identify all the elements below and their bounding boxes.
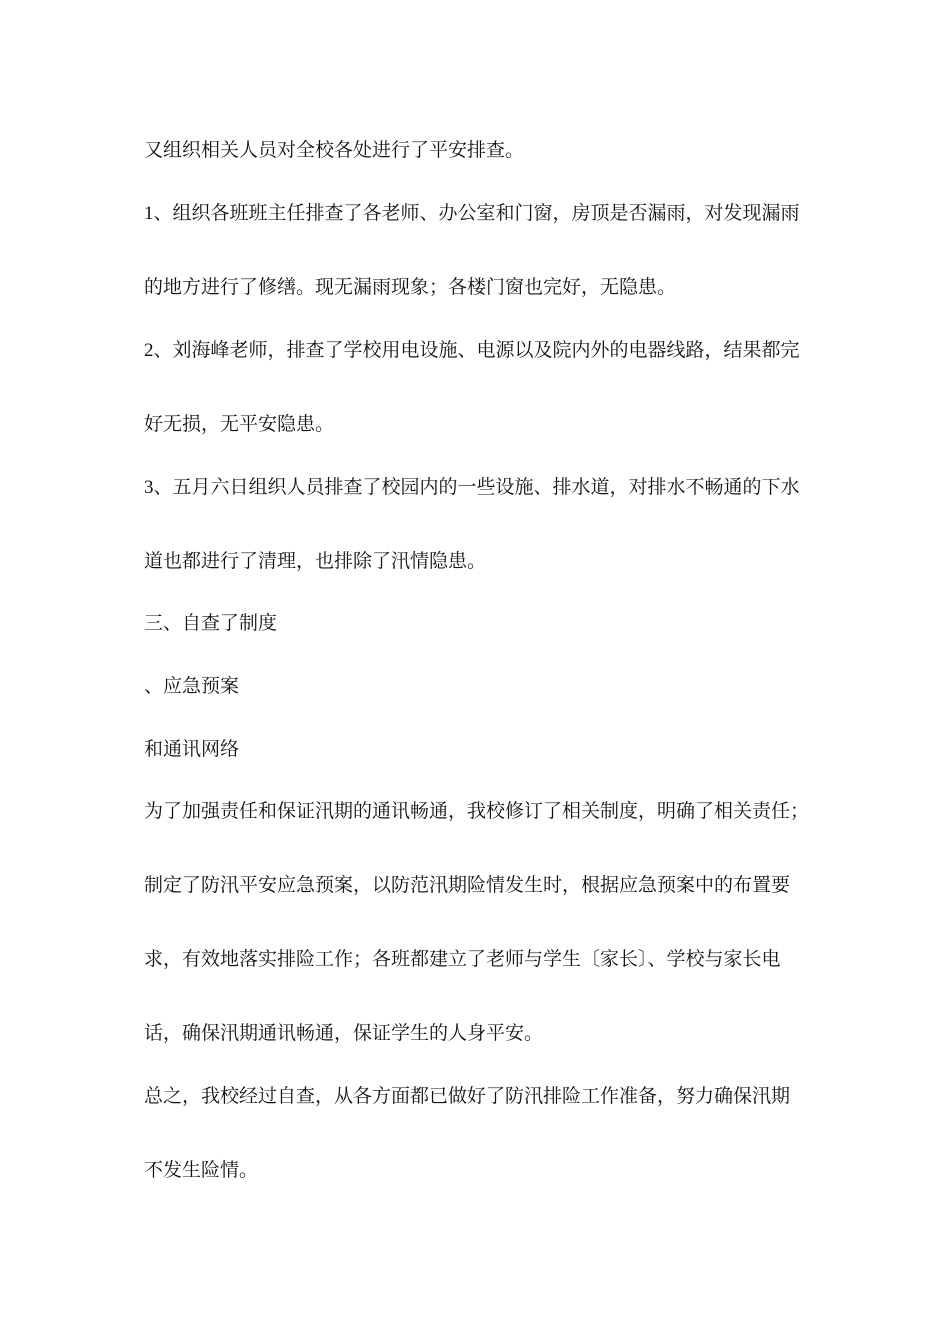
text-line: 求，有效地落实排险工作；各班都建立了老师与学生〔家长〕、学校与家长电 <box>144 948 781 970</box>
text-line: 好无损，无平安隐患。 <box>144 413 335 435</box>
text-line: 2、刘海峰老师，排查了学校用电设施、电源以及院内外的电器线路，结果都完 <box>144 339 800 361</box>
text-line: 话，确保汛期通讯畅通，保证学生的人身平安。 <box>144 1022 544 1044</box>
text-line: 道也都进行了清理，也排除了汛情隐患。 <box>144 550 487 572</box>
text-line: 不发生险情。 <box>144 1159 259 1181</box>
text-line: 1、组织各班班主任排查了各老师、办公室和门窗，房顶是否漏雨，对发现漏雨 <box>144 202 800 224</box>
section-heading: 三、自查了制度 <box>144 612 278 634</box>
text-line: 总之，我校经过自查，从各方面都已做好了防汛排险工作准备，努力确保汛期 <box>144 1085 791 1107</box>
text-line: 3、五月六日组织人员排查了校园内的一些设施、排水道，对排水不畅通的下水 <box>144 476 800 498</box>
section-heading: 和通讯网络 <box>144 738 240 760</box>
text-line: 为了加强责任和保证汛期的通讯畅通，我校修订了相关制度，明确了相关责任； <box>144 800 810 822</box>
text-line: 制定了防汛平安应急预案，以防范汛期险情发生时，根据应急预案中的布置要 <box>144 874 791 896</box>
section-heading: 、应急预案 <box>144 675 240 697</box>
text-line: 又组织相关人员对全校各处进行了平安排查。 <box>144 139 525 161</box>
text-line: 的地方进行了修缮。现无漏雨现象；各楼门窗也完好，无隐患。 <box>144 276 677 298</box>
